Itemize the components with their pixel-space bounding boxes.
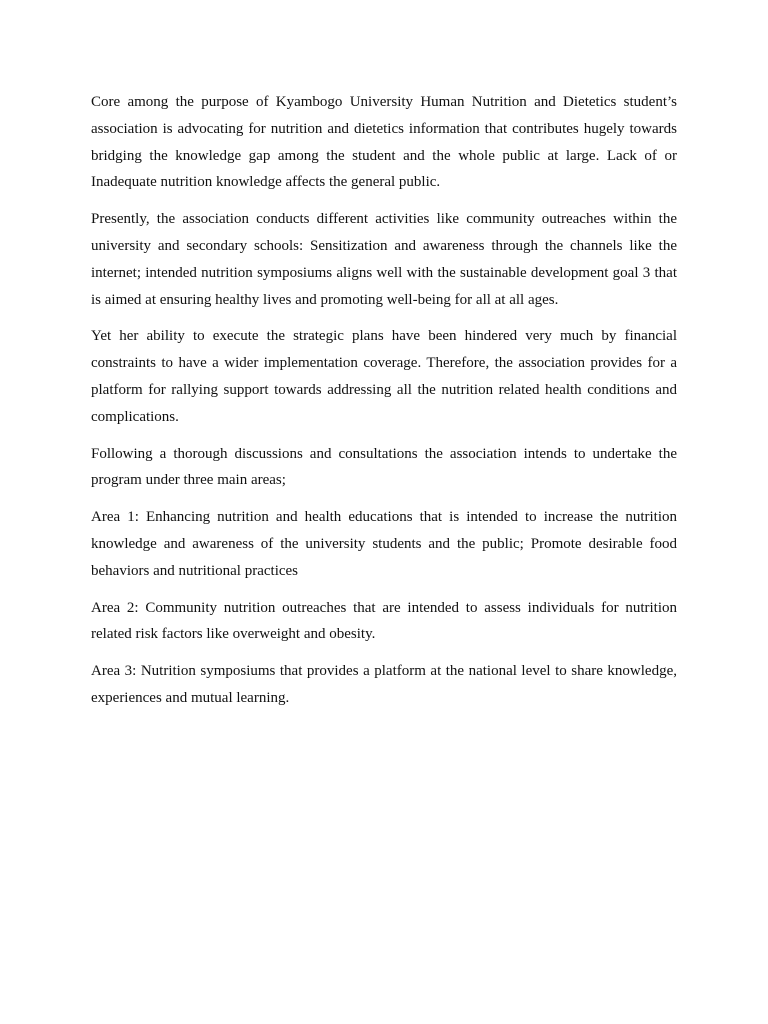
- paragraph-activities: Presently, the association conducts different activities like community outreaches within the university and secondary schools: Sensitization and awareness through the channels like the internet; intended nutrition symposiums aligns well with the sustainable development goal 3 that is aimed at ensuring healthy lives and promoting well-being for all at all ages.: [91, 211, 677, 308]
- paragraph-area-1: Area 1: Enhancing nutrition and health educations that is intended to increase the nutrition knowledge and awareness of the university students and the public; Promote desirable food behaviors and nutritional practices: [91, 509, 677, 579]
- paragraph-program-intro: Following a thorough discussions and consultations the association intends to undertake the program under three main areas;: [91, 445, 677, 489]
- paragraph-purpose: Core among the purpose of Kyambogo University Human Nutrition and Dietetics student’s association is advocating for nutrition and dietetics information that contributes hugely towards bridging the knowledge gap among the student and the whole public at large. Lack of or Inadequate nutrition knowledge affects the general public.: [91, 94, 677, 191]
- paragraph-area-3: Area 3: Nutrition symposiums that provides a platform at the national level to share knowledge, experiences and mutual learning.: [91, 663, 677, 706]
- document-body: [91, 89, 677, 722]
- paragraph-area-2: Area 2: Community nutrition outreaches that are intended to assess individuals for nutrition related risk factors like overweight and obesity.: [91, 599, 677, 643]
- paragraph-constraints: Yet her ability to execute the strategic plans have been hindered very much by financial constraints to have a wider implementation coverage. Therefore, the association provides for a platform for rallying support towards addressing all the nutrition related health conditions and complications.: [91, 328, 677, 425]
